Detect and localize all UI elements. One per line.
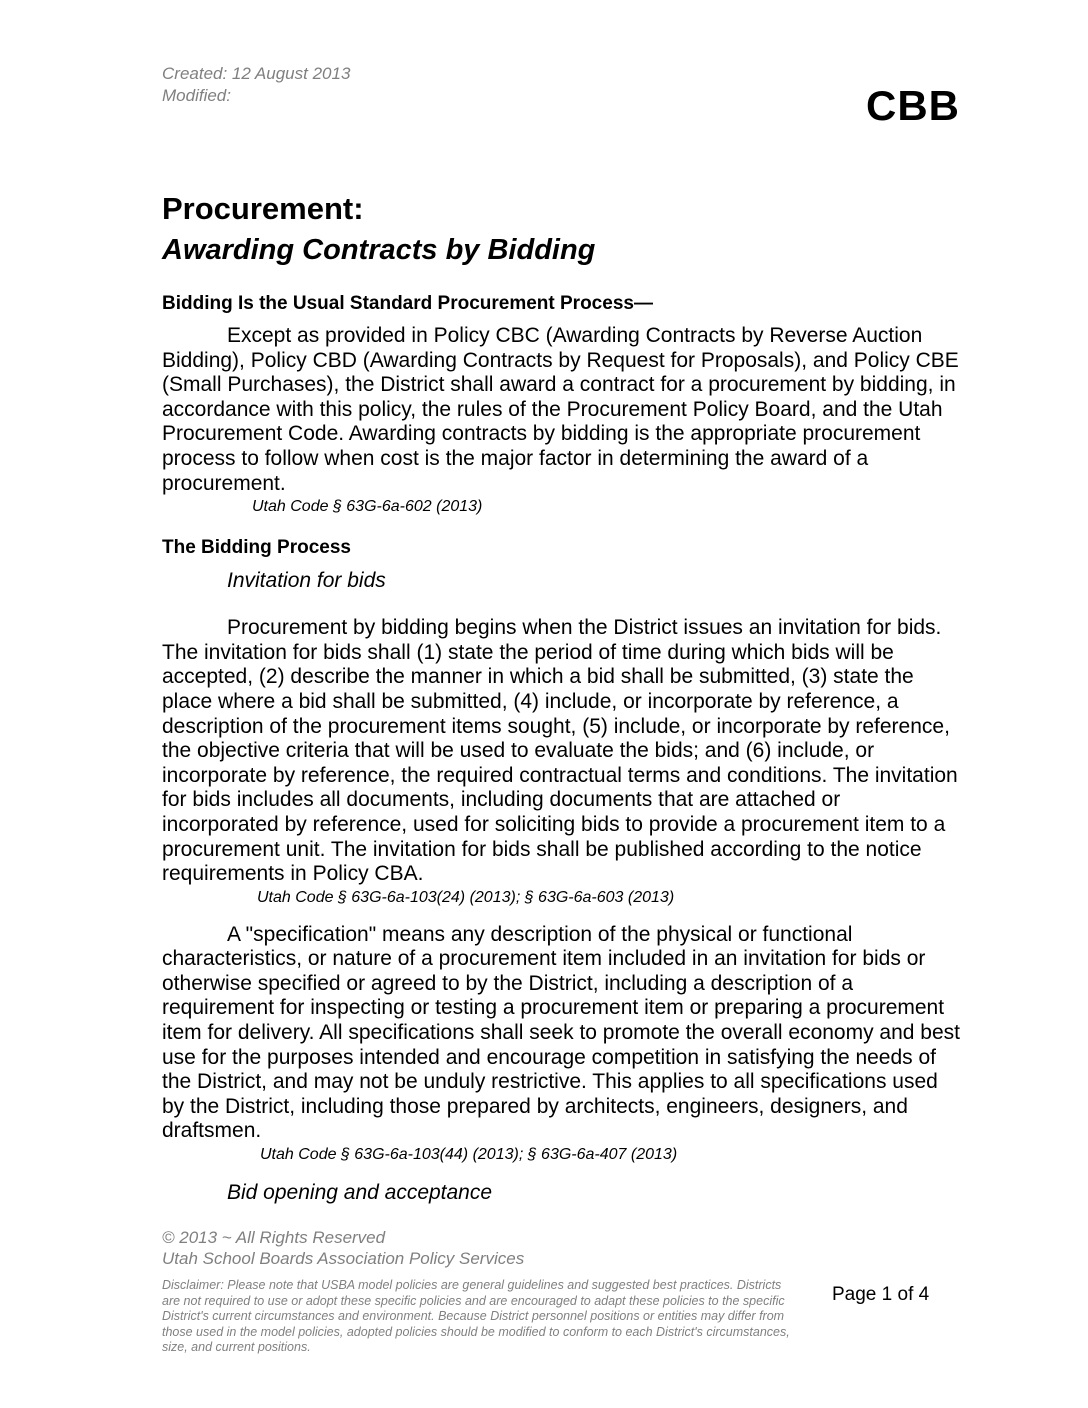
citation: Utah Code § 63G-6a-103(44) (2013); § 63G-6a-407 (2013) <box>260 1146 678 1164</box>
footer-copyright <box>162 1227 524 1269</box>
section-heading-bidding-process: The Bidding Process <box>162 537 351 559</box>
paragraph-invitation-for-bids: Procurement by bidding begins when the District issues an invitation for bids. The invitation for bids shall (1) state the period of time during which bids will be accepted, (2) describe the manner in which a bid shall be submitted, (3) state the place where a bid shall be submitted, (4) include, or incorporate by reference, a description of the procurement items sought, (5) include, or incorporate by reference, the objective criteria that will be used to evaluate the bids; and (6) include, or incorporate by reference, the required contractual terms and conditions. The invitation for bids includes all documents, including documents that are attached or incorporated by reference, used for soliciting bids to provide a procurement item to a procurement unit. The invitation for bids shall be published according to the notice requirements in Policy CBA. <box>162 616 958 886</box>
paragraph-bidding-usual: Except as provided in Policy CBC (Awarding Contracts by Reverse Auction Bidding), Policy CBD (Awarding Contracts by Request for Proposals), and Policy CBE (Small Purchases), the District shall award a contract for a procurement by bidding, in accordance with this policy, the rules of the Procurement Policy Board, and the Utah Procurement Code. Awarding contracts by bidding is the appropriate procurement process to follow when cost is the major factor in determining the award of a procurement. <box>162 324 959 495</box>
document-body <box>162 190 962 1214</box>
subheading-bid-opening: Bid opening and acceptance <box>227 1181 493 1205</box>
citation: Utah Code § 63G-6a-602 (2013) <box>252 498 483 516</box>
subheading-invitation-for-bids: Invitation for bids <box>227 569 386 593</box>
modified-date: Modified: <box>162 86 231 105</box>
document-meta <box>162 63 350 107</box>
page-number: Page 1 of 4 <box>832 1284 930 1305</box>
policy-code: CBB <box>866 82 960 129</box>
disclaimer-text: Disclaimer: Please note that USBA model policies are general guidelines and suggested best practices. Districts are not required to use or adopt these specific policies and are encouraged to adapt these policies to the specific District's current circumstances and environment. Because District personnel positions or entities may differ from those used in the model policies, adopted policies should be modified to conform to each District's circumstances, size, and current positions. <box>162 1278 790 1354</box>
document-title: Procurement: <box>162 191 364 226</box>
organization-name: Utah School Boards Association Policy Services <box>162 1249 525 1268</box>
document-subtitle: Awarding Contracts by Bidding <box>162 234 596 266</box>
copyright-text: © 2013 ~ All Rights Reserved <box>162 1228 386 1247</box>
citation: Utah Code § 63G-6a-103(24) (2013); § 63G-6a-603 (2013) <box>257 888 675 906</box>
section-heading-bidding-usual: Bidding Is the Usual Standard Procurement Process— <box>162 293 653 314</box>
created-date: Created: 12 August 2013 <box>162 64 351 83</box>
paragraph-specification: A "specification" means any description of the physical or functional characteristics, or nature of a procurement item included in an invitation for bids or otherwise specified or agreed to by the District, including a description of a requirement for inspecting or testing a procurement item or preparing a procurement item for delivery. All specifications shall seek to promote the overall economy and best use for the purposes intended and encourage competition in satisfying the needs of the District, and may not be unduly restrictive. This applies to all specifications used by the District, including those prepared by architects, engineers, designers, and draftsmen. <box>162 922 960 1143</box>
